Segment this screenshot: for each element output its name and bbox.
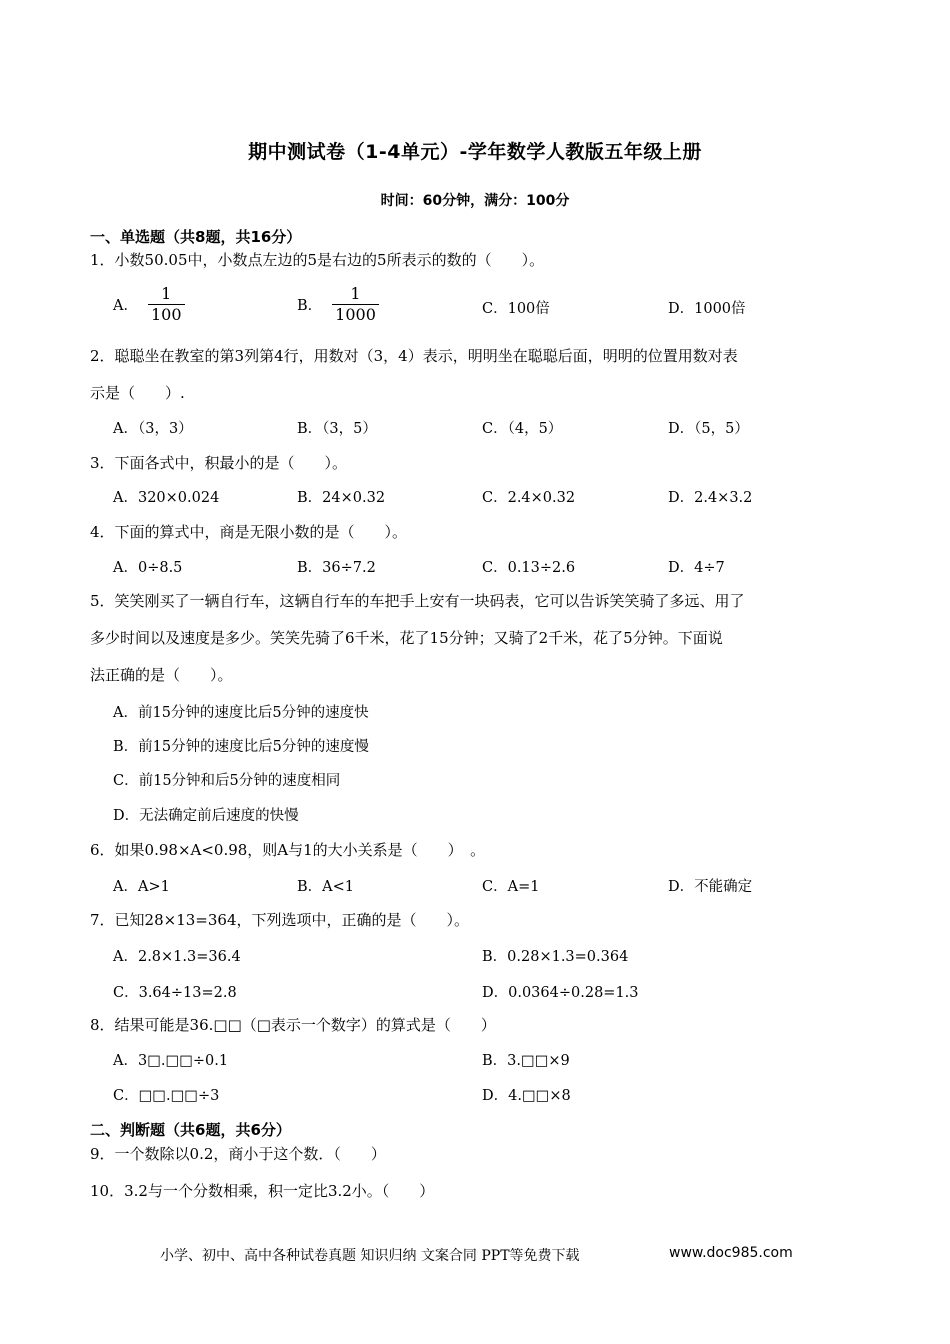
q2-option-b: B．（3，5） [297, 421, 377, 437]
denominator: 100 [148, 304, 185, 325]
question-7: 7．已知28×13=364，下列选项中，正确的是（ ）。 [90, 911, 469, 929]
q1-option-b-label: B． [297, 298, 323, 314]
q6-option-d: D．不能确定 [668, 879, 753, 895]
q5-option-d: D．无法确定前后速度的快慢 [113, 808, 299, 824]
q3-option-d: D．2.4×3.2 [668, 490, 753, 506]
footer-url[interactable]: www.doc985.com [669, 1245, 793, 1261]
question-1: 1．小数50.05中，小数点左边的5是右边的5所表示的数的（ ）。 [90, 251, 545, 269]
q7-option-a: A．2.8×1.3=36.4 [113, 949, 241, 965]
q2-option-a: A．（3，3） [113, 421, 193, 437]
q5-option-c: C．前15分钟和后5分钟的速度相同 [113, 773, 341, 789]
exam-info: 时间：60分钟，满分：100分 [380, 193, 570, 209]
q8-option-d: D．4.□□×8 [482, 1088, 571, 1104]
section-heading-single-choice: 一、单选题（共8题，共16分） [90, 228, 302, 246]
section-heading-true-false: 二、判断题（共6题，共6分） [90, 1121, 291, 1139]
q1-option-b [297, 284, 379, 325]
q4-option-d: D．4÷7 [668, 560, 725, 576]
q7-option-b: B．0.28×1.3=0.364 [482, 949, 629, 965]
footer-text: 小学、初中、高中各种试卷真题 知识归纳 文案合同 PPT等免费下载 [160, 1248, 580, 1264]
page-title: 期中测试卷（1-4单元）-学年数学人教版五年级上册 [248, 141, 702, 163]
denominator: 1000 [332, 304, 379, 325]
q7-option-d: D．0.0364÷0.28=1.3 [482, 985, 639, 1001]
numerator: 1 [350, 284, 361, 303]
question-5-line-1: 5．笑笑刚买了一辆自行车，这辆自行车的车把手上安有一块码表，它可以告诉笑笑骑了多远、用了 [90, 592, 745, 610]
question-3: 3．下面各式中，积最小的是（ ）。 [90, 454, 348, 472]
q3-option-a: A．320×0.024 [113, 490, 220, 506]
question-9: 9．一个数除以0.2，商小于这个数．（ ） [90, 1145, 386, 1163]
q8-option-a: A．3□.□□÷0.1 [113, 1053, 229, 1069]
q7-option-c: C．3.64÷13=2.8 [113, 985, 237, 1001]
q1-option-a-label: A． [113, 298, 138, 314]
q5-option-a: A．前15分钟的速度比后5分钟的速度快 [113, 705, 369, 721]
q4-option-a: A．0÷8.5 [113, 560, 183, 576]
q1-option-a [113, 284, 185, 325]
q4-option-c: C．0.13÷2.6 [482, 560, 576, 576]
fraction [332, 284, 379, 325]
question-4: 4．下面的算式中，商是无限小数的是（ ）。 [90, 523, 408, 541]
q3-option-b: B．24×0.32 [297, 490, 386, 506]
q3-option-c: C．2.4×0.32 [482, 490, 576, 506]
question-8: 8．结果可能是36.□□（□表示一个数字）的算式是（ ） [90, 1016, 496, 1034]
q6-option-a: A．A>1 [113, 879, 170, 895]
question-6: 6．如果0.98×A<0.98，则A与1的大小关系是（ ） 。 [90, 841, 486, 859]
q6-option-c: C．A=1 [482, 879, 540, 895]
q5-option-b: B．前15分钟的速度比后5分钟的速度慢 [113, 739, 369, 755]
q2-option-c: C．（4，5） [482, 421, 563, 437]
fraction [148, 284, 185, 325]
numerator: 1 [161, 284, 172, 303]
q8-option-c: C．□□.□□÷3 [113, 1088, 220, 1104]
question-5-line-3: 法正确的是（ ）。 [90, 666, 233, 684]
q1-option-c: C．100倍 [482, 301, 550, 317]
q8-option-b: B．3.□□×9 [482, 1053, 570, 1069]
question-10: 10．3.2与一个分数相乘，积一定比3.2小。（ ） [90, 1182, 435, 1200]
question-2-line-2: 示是（ ）. [90, 384, 185, 402]
q2-option-d: D．（5，5） [668, 421, 749, 437]
question-5-line-2: 多少时间以及速度是多少。笑笑先骑了6千米，花了15分钟；又骑了2千米，花了5分钟。下面说 [90, 629, 723, 647]
q1-option-d: D．1000倍 [668, 301, 746, 317]
q6-option-b: B．A<1 [297, 879, 355, 895]
question-2-line-1: 2．聪聪坐在教室的第3列第4行，用数对（3，4）表示，明明坐在聪聪后面，明明的位置用数对表 [90, 347, 738, 365]
q4-option-b: B．36÷7.2 [297, 560, 376, 576]
